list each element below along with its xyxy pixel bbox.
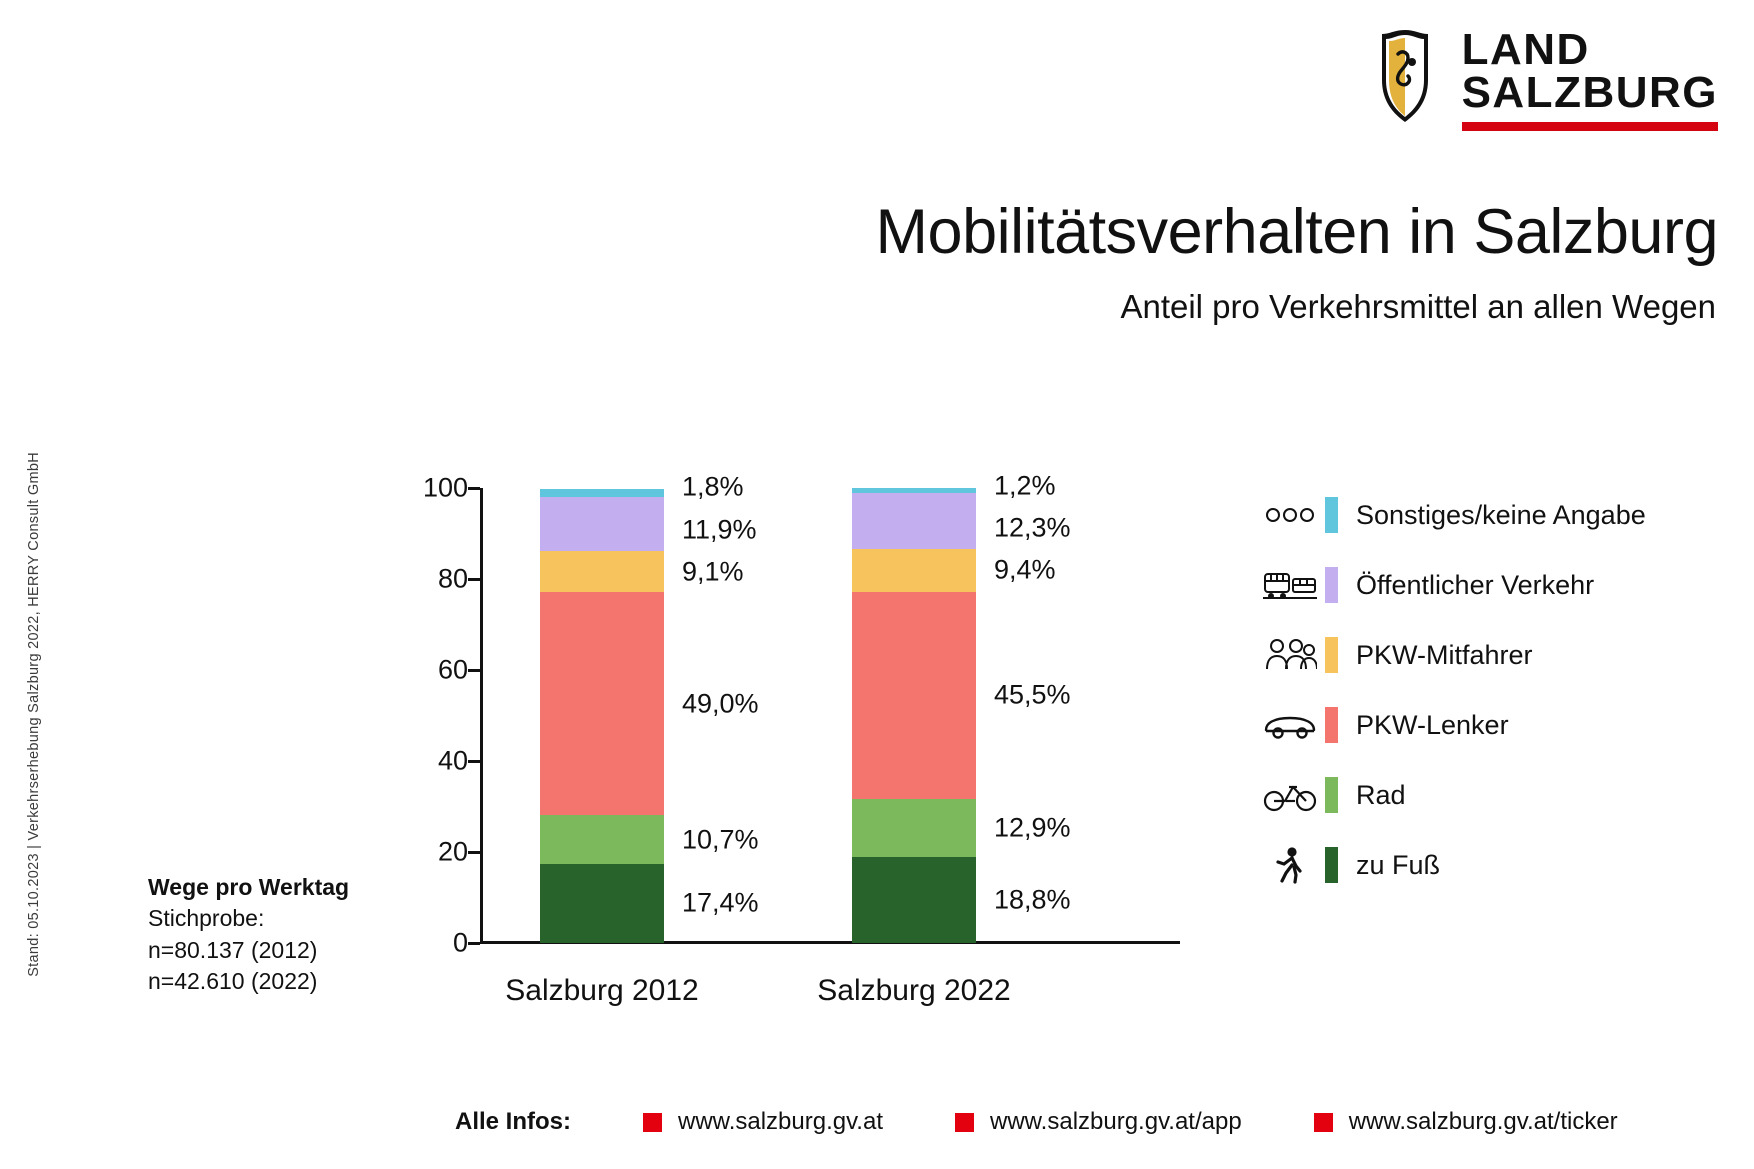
bar-segment — [540, 497, 757, 551]
logo-line-1: LAND — [1461, 25, 1590, 74]
pedestrian-icon — [1255, 846, 1325, 884]
y-axis-tick-label: 80 — [437, 563, 468, 594]
bar-column — [540, 471, 759, 943]
logo-line-2: SALZBURG — [1461, 68, 1718, 118]
bar-column — [852, 470, 1071, 943]
y-axis-tick-label: 100 — [422, 472, 468, 503]
bar-segment-label: 12,9% — [994, 812, 1071, 843]
legend-item-label: PKW-Mitfahrer — [1356, 639, 1533, 670]
footer-link-label: www.salzburg.gv.at/app — [990, 1108, 1242, 1135]
footer-link-label: www.salzburg.gv.at — [678, 1108, 883, 1135]
salzburg-coat-of-arms-icon — [1368, 28, 1442, 124]
bicycle-icon — [1255, 778, 1325, 812]
legend-item[interactable] — [1255, 620, 1715, 690]
square-bullet-icon — [1314, 1113, 1333, 1132]
bar-segment-label: 12,3% — [994, 512, 1071, 543]
legend-color-swatch — [1325, 637, 1338, 673]
square-bullet-icon — [643, 1113, 662, 1132]
y-axis-tick-label: 0 — [452, 927, 468, 958]
bar-segment — [852, 592, 1071, 799]
page-title: Mobilitätsverhalten in Salzburg — [875, 197, 1718, 267]
bar-segment-label: 1,2% — [994, 470, 1056, 501]
plot-area — [422, 470, 1180, 1007]
legend-color-swatch — [1325, 707, 1338, 743]
bar-segment — [540, 592, 759, 815]
bar-segment-label: 9,1% — [682, 556, 744, 587]
legend-item-label: Sonstiges/keine Angabe — [1356, 499, 1646, 530]
square-bullet-icon — [955, 1113, 974, 1132]
people-icon — [1255, 637, 1325, 673]
legend-item[interactable] — [1255, 760, 1715, 830]
sample-line-2: n=80.137 (2012) — [148, 936, 318, 963]
y-axis-tick-mark — [468, 760, 480, 763]
y-axis-tick-mark — [468, 487, 480, 490]
footer-link-0[interactable] — [643, 1108, 883, 1136]
legend-item-label: Rad — [1356, 779, 1406, 810]
bar-segment — [540, 815, 759, 864]
x-axis-category-label: Salzburg 2012 — [505, 974, 699, 1007]
bar-segment-label: 18,8% — [994, 884, 1071, 915]
legend-item[interactable] — [1255, 690, 1715, 760]
footer-link-1[interactable] — [955, 1108, 1242, 1136]
bar-segment-label: 9,4% — [994, 554, 1056, 585]
y-axis-tick-mark — [468, 942, 480, 945]
bar-segment — [852, 549, 1056, 592]
tram-icon — [1255, 568, 1325, 602]
legend-item[interactable] — [1255, 830, 1715, 900]
logo-underline — [1462, 122, 1718, 131]
y-axis-tick-mark — [468, 851, 480, 854]
bar-segment-label: 1,8% — [682, 471, 744, 502]
y-axis-tick-mark — [468, 578, 480, 581]
bar-segment — [540, 864, 759, 943]
footer-label: Alle Infos: — [455, 1108, 572, 1135]
legend-item-label: Öffentlicher Verkehr — [1356, 569, 1595, 600]
legend-item-label: PKW-Lenker — [1356, 709, 1509, 740]
bar-segment-label: 10,7% — [682, 824, 759, 854]
legend-color-swatch — [1325, 847, 1338, 883]
x-axis-category-label: Salzburg 2022 — [817, 974, 1011, 1007]
sample-info — [148, 872, 349, 997]
bar-segment — [540, 551, 744, 592]
y-axis-tick-mark — [468, 669, 480, 672]
stacked-bar-chart — [420, 470, 1200, 1007]
sample-line-3: n=42.610 (2022) — [148, 967, 318, 994]
bar-segment-label: 11,9% — [682, 514, 757, 545]
footer-link-label: www.salzburg.gv.at/ticker — [1348, 1108, 1618, 1135]
legend-item-label: zu Fuß — [1356, 849, 1441, 880]
dots-icon — [1255, 503, 1325, 527]
brand-logo — [1368, 25, 1718, 131]
legend-color-swatch — [1325, 567, 1338, 603]
bar-segment — [540, 471, 744, 502]
legend-color-swatch — [1325, 497, 1338, 533]
footer-links — [455, 1108, 1618, 1136]
sample-heading: Wege pro Werktag — [148, 874, 350, 900]
page-subtitle: Anteil pro Verkehrsmittel an allen Wegen — [1120, 288, 1716, 325]
y-axis-tick-label: 40 — [437, 745, 468, 776]
footer-link-2[interactable] — [1314, 1108, 1618, 1136]
y-axis-tick-label: 20 — [437, 836, 468, 867]
car-icon — [1255, 710, 1325, 740]
bar-segment — [852, 470, 1056, 501]
source-note: Stand: 05.10.2023 | Verkehrserhebung Salzburg 2022, HERRY Consult GmbH — [26, 452, 42, 977]
bar-segment-label: 49,0% — [682, 688, 759, 719]
bar-segment-label: 17,4% — [682, 887, 759, 918]
bar-segment — [852, 857, 1071, 943]
y-axis-tick-label: 60 — [437, 654, 468, 685]
sample-line-1: Stichprobe: — [148, 905, 265, 932]
legend-item[interactable] — [1255, 480, 1715, 550]
legend-color-swatch — [1325, 777, 1338, 813]
bar-segment-label: 45,5% — [994, 679, 1071, 710]
legend-item[interactable] — [1255, 550, 1715, 620]
bar-segment — [852, 799, 1071, 858]
bar-segment — [852, 493, 1071, 549]
chart-legend — [1255, 480, 1715, 900]
